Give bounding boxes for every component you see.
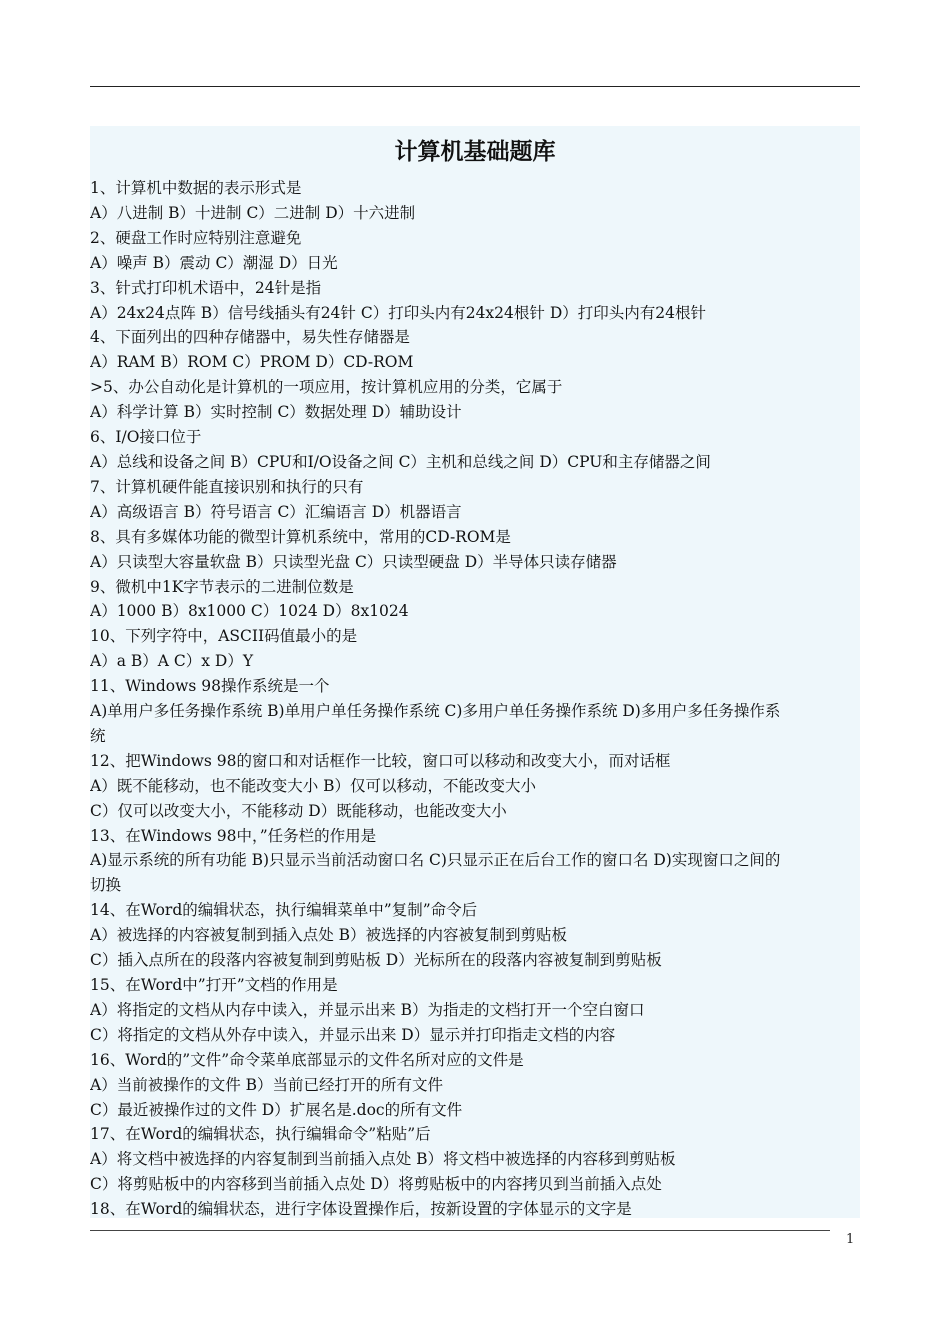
page-number: 1 <box>846 1232 855 1247</box>
text-line: 8、具有多媒体功能的微型计算机系统中，常用的CD-ROM是 <box>90 527 511 546</box>
text-line: C）仅可以改变大小，不能移动 D）既能移动，也能改变大小 <box>90 801 507 820</box>
footer-rule <box>90 1230 830 1231</box>
text-line: 7、计算机硬件能直接识别和执行的只有 <box>90 477 364 496</box>
text-line: A）高级语言 B）符号语言 C）汇编语言 D）机器语言 <box>90 502 462 521</box>
text-line: 统 <box>90 726 106 745</box>
text-line: C）最近被操作过的文件 D）扩展名是.doc的所有文件 <box>90 1100 463 1119</box>
text-line: 10、下列字符中，ASCII码值最小的是 <box>90 627 358 646</box>
question-list <box>90 176 860 1218</box>
text-line: C）插入点所在的段落内容被复制到剪贴板 D）光标所在的段落内容被复制到剪贴板 <box>90 951 662 970</box>
text-line: 13、在Windows 98中，”任务栏的作用是 <box>90 826 377 845</box>
text-line: A）只读型大容量软盘 B）只读型光盘 C）只读型硬盘 D）半导体只读存储器 <box>90 552 617 571</box>
text-line: 6、I/O接口位于 <box>90 428 202 447</box>
text-line: 18、在Word的编辑状态，进行字体设置操作后，按新设置的字体显示的文字是 <box>90 1200 632 1218</box>
text-line: A）RAM B）ROM C）PROM D）CD-ROM <box>90 353 414 372</box>
text-line: 1、计算机中数据的表示形式是 <box>90 179 302 197</box>
text-line: A)显示系统的所有功能 B)只显示当前活动窗口名 C)只显示正在后台工作的窗口名 D)实现窗口之间的 <box>90 851 781 870</box>
text-line: A）总线和设备之间 B）CPU和I/O设备之间 C）主机和总线之间 D）CPU和主存储器之间 <box>90 452 711 471</box>
text-line: A)单用户多任务操作系统 B)单用户单任务操作系统 C)多用户单任务操作系统 D)多用户多任务操作系 <box>90 702 781 721</box>
text-line: C）将剪贴板中的内容移到当前插入点处 D）将剪贴板中的内容拷贝到当前插入点处 <box>90 1175 662 1194</box>
text-line: 11、Windows 98操作系统是一个 <box>90 677 330 696</box>
text-line: 12、把Windows 98的窗口和对话框作一比较，窗口可以移动和改变大小，而对话框 <box>90 751 671 770</box>
text-line: A）1000 B）8x1000 C）1024 D）8x1024 <box>90 602 409 621</box>
text-line: >5、办公自动化是计算机的一项应用，按计算机应用的分类，它属于 <box>90 378 563 397</box>
text-line: A）将指定的文档从内存中读入，并显示出来 B）为指走的文档打开一个空白窗口 <box>90 1000 645 1019</box>
document-title: 计算机基础题库 <box>394 139 556 165</box>
text-line: A）将文档中被选择的内容复制到当前插入点处 B）将文档中被选择的内容移到剪贴板 <box>90 1150 676 1169</box>
text-line: 9、微机中1K字节表示的二进制位数是 <box>90 577 354 596</box>
text-line: 16、Word的”文件”命令菜单底部显示的文件名所对应的文件是 <box>90 1050 524 1069</box>
text-line: A）科学计算 B）实时控制 C）数据处理 D）辅助设计 <box>90 403 462 422</box>
text-line: A）被选择的内容被复制到插入点处 B）被选择的内容被复制到剪贴板 <box>90 926 568 945</box>
text-line: A）噪声 B）震动 C）潮湿 D）日光 <box>90 253 338 272</box>
text-line: 15、在Word中”打开”文档的作用是 <box>90 976 338 994</box>
text-line: 3、针式打印机术语中，24针是指 <box>90 278 322 297</box>
text-line: C）将指定的文档从外存中读入，并显示出来 D）显示并打印指走文档的内容 <box>90 1025 616 1044</box>
header-rule <box>90 86 860 87</box>
page-content <box>90 126 860 1218</box>
text-line: A）a B）A C）x D）Y <box>90 652 254 671</box>
text-line: 14、在Word的编辑状态，执行编辑菜单中”复制”命令后 <box>90 901 478 920</box>
text-line: A）24x24点阵 B）信号线插头有24针 C）打印头内有24x24根针 D）打印头内有24根针 <box>90 303 706 322</box>
text-line: 切换 <box>90 876 122 895</box>
text-line: 4、下面列出的四种存储器中，易失性存储器是 <box>90 328 410 347</box>
text-line: 2、硬盘工作时应特别注意避免 <box>90 228 302 247</box>
text-line: A）既不能移动，也不能改变大小 B）仅可以移动，不能改变大小 <box>90 776 537 795</box>
text-line: A）八进制 B）十进制 C）二进制 D）十六进制 <box>90 203 416 222</box>
text-line: 17、在Word的编辑状态，执行编辑命令”粘贴”后 <box>90 1125 431 1144</box>
text-line: A）当前被操作的文件 B）当前已经打开的所有文件 <box>90 1075 444 1094</box>
